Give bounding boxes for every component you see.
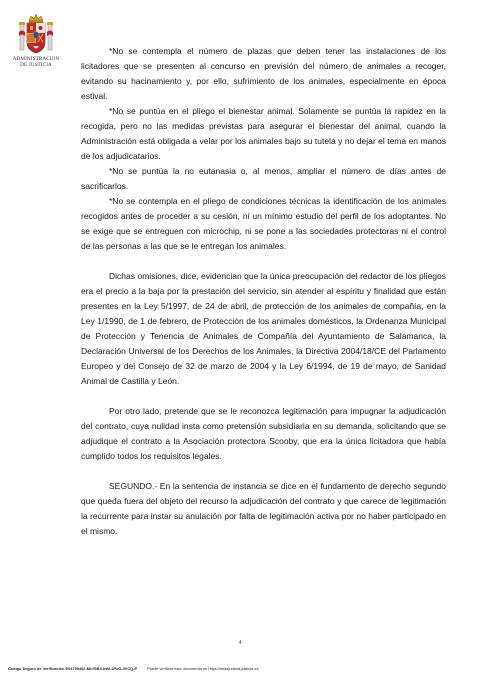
verification-footer [8,666,259,671]
coat-of-arms-icon [17,12,55,56]
paragraph-identificacion: *No se contempla en el pliego de condiciones técnicas la identificación de los animales recogidos antes de proceder a su cesión, ni un mínimo estudio del perfil de los adoptantes. No se exige que se entreguen con microchip, ni se pone a las sociedades protectoras ni el control de las personas a las que se le entregan los animales. [81,196,446,251]
verification-code: E04799402-MI:fGB3-bWi-2PcO-4VCQ-P [65,666,138,671]
logo-line-1: ADMINISTRACION [12,56,60,62]
paragraph-legitimacion: Por otro lado, pretende que se le reconozca legitimación para impugnar la adjudicación del contrato, cuya nulidad insta como pretensión subsidiaria en su demanda, solicitando que se adjudique el contrato a la Asociación protectora Scooby, que era la única licitadora que había cumplido todos los requisitos legales. [81,406,446,461]
paragraph-segundo: SEGUNDO.- En la sentencia de instancia se dice en el fundamento de derecho segundo que queda fuera del objeto del recurso la adjudicación del contrato y que carece de legitimación la recurrente para instar su anulación por falta de legitimación activa por no haber participado en el mismo. [81,481,446,536]
verification-note: Puede verificar este documento en https://sedejudicial.justicia.es [147,666,259,671]
paragraph-bienestar: *No se puntúa en el pliego el bienestar animal. Solamente se puntúa la rapidez en la recogida, pero no las medidas previstas para asegurar el bienestar del animal, cuando la Administración está obligada a velar por los animales bajo su tutela y no dejar el tema en manos de los adjudicatarios. [81,106,446,161]
paragraph-plazas: *No se contempla el número de plazas que deben tener las instalaciones de los licitadores que se presenten al concurso en previsión del número de animales a recoger, evitando su hacinamiento y, por ello, sufrimiento de los animales, especialmente en época estival. [81,46,446,101]
paragraph-eutanasia: *No se puntúa la no eutanasia o, al menos, ampliar el número de días antes de sacrificarlos. [81,166,446,191]
header-logo [10,12,62,68]
paragraph-omisiones: Dichas omisiones, dice, evidencian que la única preocupación del redactor de los pliegos era el precio a la baja por la prestación del servicio, sin atender al espíritu y finalidad que están presentes en la Ley 5/1997, de 24 de abril, de protección de los animales de compañía, en la Ley 1/1990, de 1 de febrero, de Protección de los animales domésticos, la Ordenanza Municipal de Protección y Tenencia de Animales de Compañía del Ayuntamiento de Salamanca, la Declaración Universal de los Derechos de los Animales, la Directiva 2004/18/CE del Parlamento Europeo y del Consejo de 32 de marzo de 2004 y la Ley 6/1994, de 19 de mayo, de Sanidad Animal de Castilla y León. [81,271,446,386]
document-body [81,44,446,539]
verification-label: Código Seguro de Verificación [8,666,65,671]
page-number: 4 [238,640,242,646]
logo-line-2: DE JUSTICIA [20,62,52,68]
